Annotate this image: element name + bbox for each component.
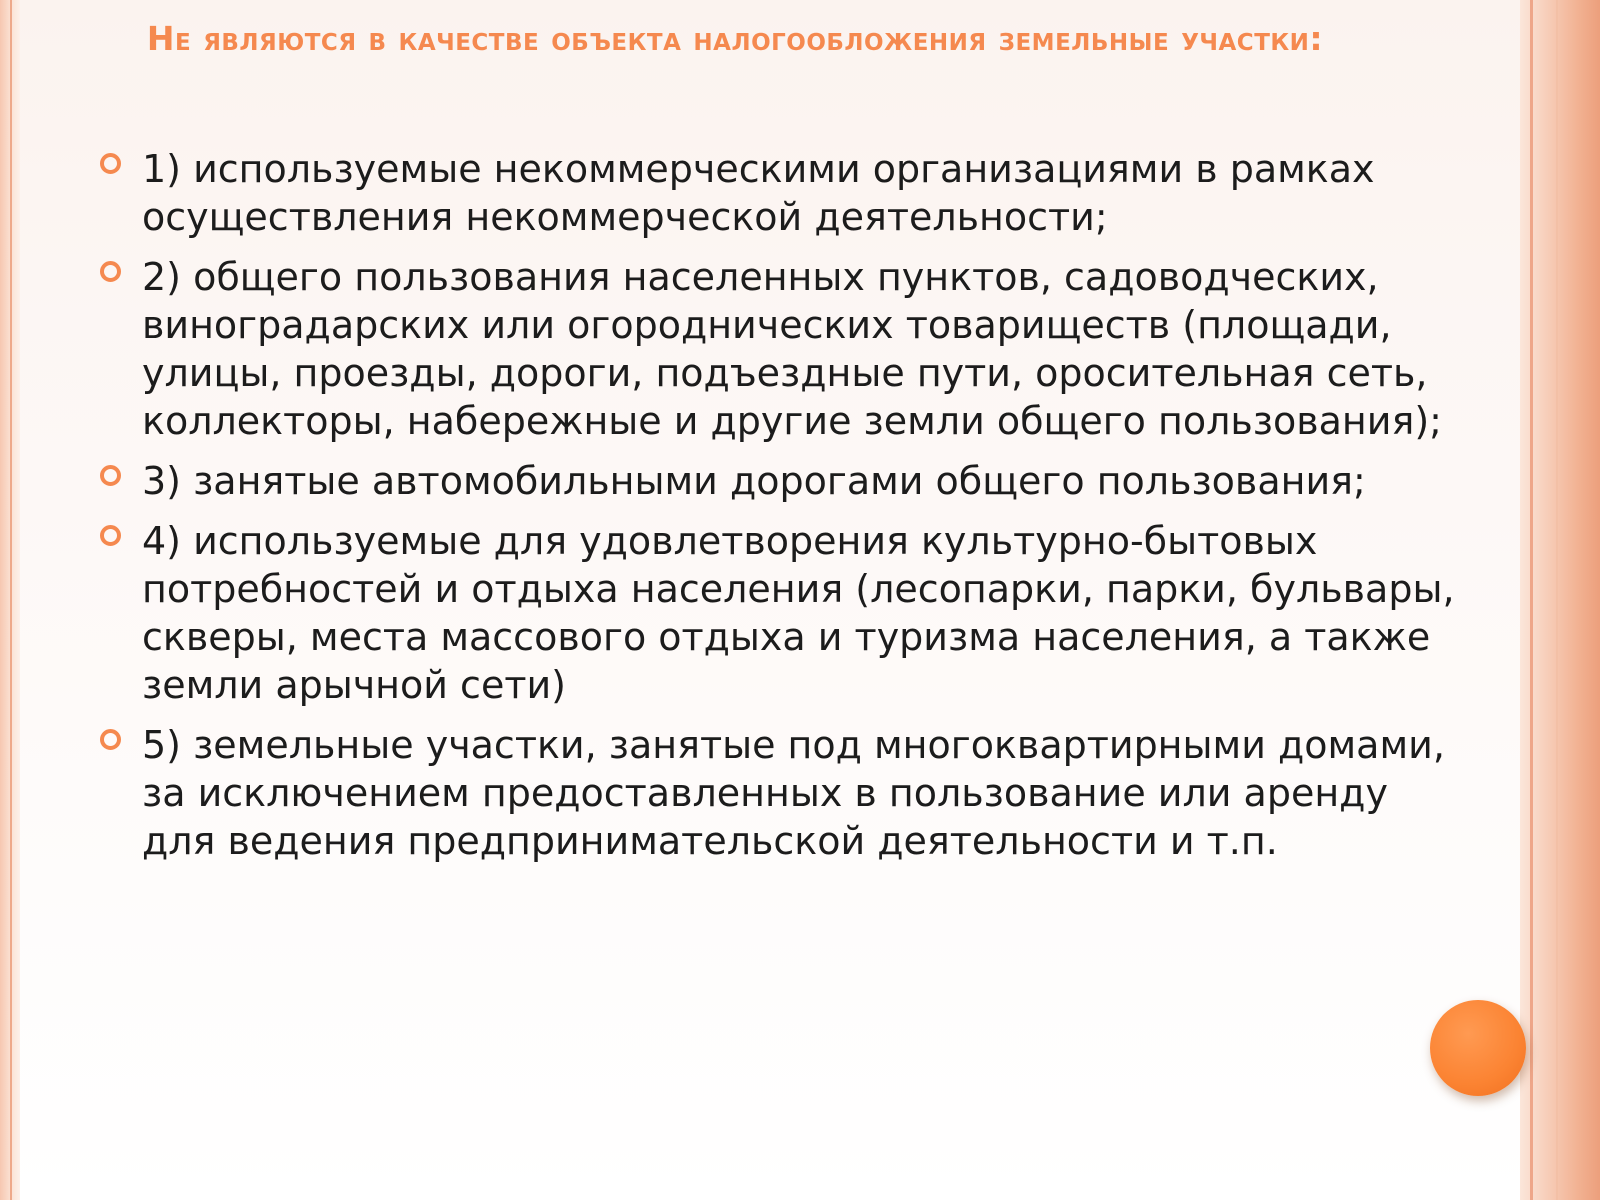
ring-bullet-icon bbox=[100, 261, 121, 282]
bullet-text: 2) общего пользования населенных пунктов, садоводческих, виноградарских или огороднических товариществ (площади, улицы, проезды, дороги, подъездные пути, оросительная сеть, коллекторы, набережные и другие земли общего пользования); bbox=[142, 255, 1442, 443]
ring-bullet-icon bbox=[100, 153, 121, 174]
ring-bullet-icon bbox=[100, 729, 121, 750]
bullet-item bbox=[95, 721, 1465, 865]
ring-bullet-icon bbox=[100, 525, 121, 546]
right-frame-line bbox=[1530, 0, 1533, 1200]
bullet-text: 1) используемые некоммерческими организациями в рамках осуществления некоммерческой деятельности; bbox=[142, 147, 1375, 239]
bullet-list bbox=[95, 145, 1465, 877]
bullet-text: 3) занятые автомобильными дорогами общего пользования; bbox=[142, 459, 1366, 503]
bullet-text: 5) земельные участки, занятые под многоквартирными домами, за исключением предоставленных в пользование или аренду для ведения предпринимательской деятельности и т.п. bbox=[142, 723, 1445, 863]
orange-circle-icon bbox=[1430, 1000, 1526, 1096]
right-frame-line-inner bbox=[1556, 0, 1558, 1200]
bullet-item bbox=[95, 253, 1465, 445]
bullet-text: 4) используемые для удовлетворения культурно-бытовых потребностей и отдыха населения (лесопарки, парки, бульвары, скверы, места массового отдыха и туризма населения, а также земли арычной сети) bbox=[142, 519, 1455, 707]
bullet-item bbox=[95, 517, 1465, 709]
bullet-item bbox=[95, 145, 1465, 241]
slide-title: Не являются в качестве объекта налогообложения земельные участки: bbox=[146, 19, 1324, 58]
bullet-item bbox=[95, 457, 1465, 505]
ring-bullet-icon bbox=[100, 465, 121, 486]
left-frame-line bbox=[10, 0, 12, 1200]
